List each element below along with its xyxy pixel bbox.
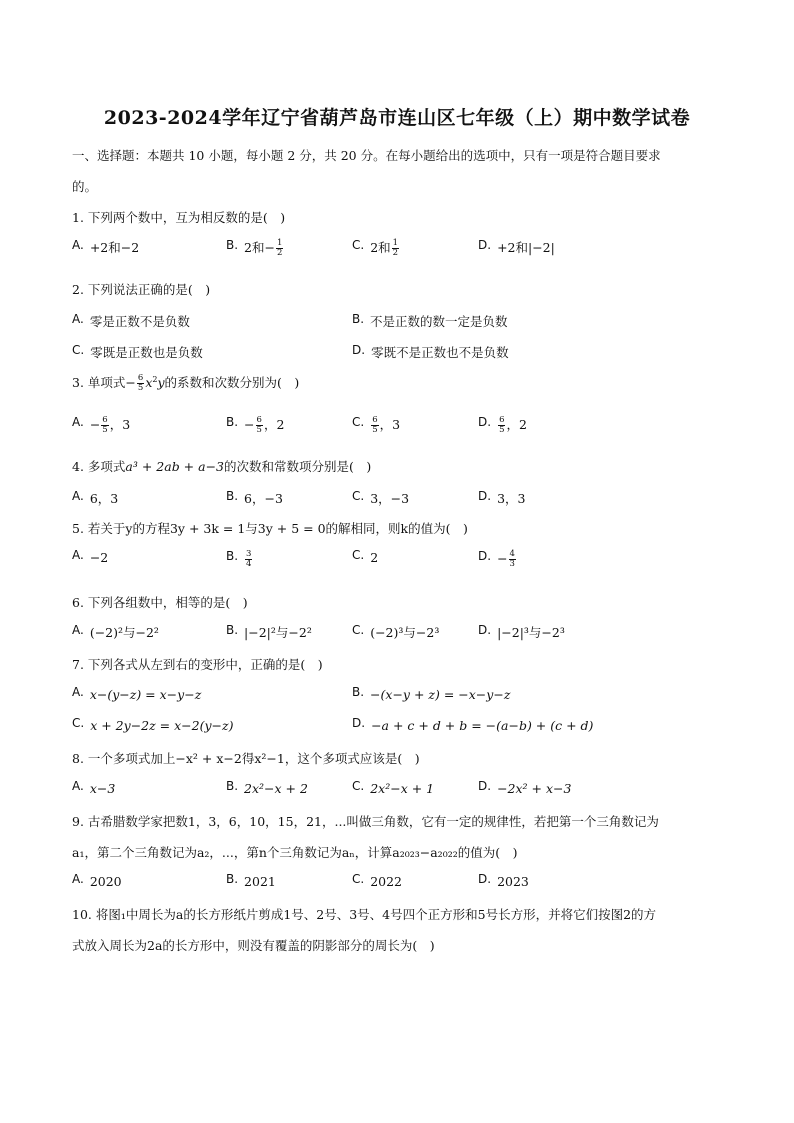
- fraction: $\frac{6}{5}$: [256, 415, 262, 435]
- option-text: +2和−2: [89, 240, 140, 255]
- q1-options: [72, 238, 732, 258]
- q9-option-b[interactable]: [226, 874, 276, 889]
- option-label: B.: [226, 623, 239, 637]
- q5-options: [72, 550, 732, 570]
- option-text: 2: [370, 550, 379, 565]
- option-text: x−(y−z) = x−y−z: [89, 687, 202, 702]
- option-text: 3，3: [497, 491, 526, 506]
- option-label: A.: [72, 779, 84, 793]
- option-text: 2x²−x + 1: [370, 781, 435, 796]
- option-text: 2x²−x + 2: [244, 781, 308, 796]
- q6-option-a[interactable]: [72, 623, 159, 641]
- option-label: D.: [352, 343, 366, 357]
- option-label: A.: [72, 415, 84, 429]
- q8-option-d[interactable]: [478, 781, 571, 796]
- option-label: D.: [478, 489, 492, 503]
- q5-option-d[interactable]: D. − $\frac{4}{3}$: [478, 549, 515, 569]
- option-label: D.: [478, 872, 492, 886]
- q9-stem-line2: a₁，第二个三角数记为a₂，...，第n个三角数记为aₙ，计算a₂₀₂₃−a₂₀₂₂的值为( ): [72, 845, 518, 860]
- fraction: $\frac{4}{3}$: [509, 549, 515, 569]
- section-instruction-line1: 一、选择题：本题共 10 小题，每小题 2 分，共 20 分。在每小题给出的选项中，只有一项是符合题目要求: [72, 148, 661, 163]
- q6-option-d[interactable]: [478, 623, 565, 641]
- q5-option-a[interactable]: [72, 550, 108, 565]
- option-label: C.: [352, 489, 365, 503]
- option-text: 零既不是正数也不是负数: [371, 345, 509, 360]
- option-text: 2021: [244, 874, 276, 889]
- q3-option-a[interactable]: A. − $\frac{6}{5}$ ，3: [72, 415, 131, 435]
- option-label: B.: [352, 685, 365, 699]
- option-text: x−3: [89, 781, 116, 796]
- q7-stem: 7. 下列各式从左到右的变形中，正确的是( ): [72, 657, 323, 672]
- q3-option-c[interactable]: C. $\frac{6}{5}$ ，3: [352, 415, 401, 435]
- fraction: $\frac{6}{5}$: [372, 415, 378, 435]
- q8-stem: 8. 一个多项式加上−x² + x−2得x²−1，这个多项式应该是( ): [72, 751, 420, 766]
- q8-option-a[interactable]: [72, 781, 115, 796]
- q6-option-c[interactable]: [352, 623, 439, 641]
- q9-stem-line1: 9. 古希腊数学家把数1，3，6，10，15，21，...叫做三角数，它有一定的规律性，若把第一个三角数记为: [72, 814, 659, 829]
- q2-option-b[interactable]: [352, 312, 508, 330]
- option-label: C.: [72, 716, 85, 730]
- q9-option-d[interactable]: [478, 874, 529, 889]
- q2-options-row2: [72, 343, 732, 363]
- q9-options: [72, 874, 732, 894]
- q8-options: [72, 781, 732, 801]
- option-label: B.: [352, 312, 365, 326]
- option-label: B.: [226, 238, 239, 252]
- q1-option-c[interactable]: [352, 238, 400, 258]
- q9-option-a[interactable]: [72, 874, 122, 889]
- option-text: 6，−3: [244, 491, 283, 506]
- option-label: A.: [72, 685, 84, 699]
- q8-option-c[interactable]: [352, 781, 434, 796]
- q10-stem-line1: 10. 将图₁中周长为a的长方形纸片剪成1号、2号、3号、4号四个正方形和5号长方形，并将它们按图2的方: [72, 907, 657, 922]
- q6-stem: 6. 下列各组数中，相等的是( ): [72, 595, 248, 610]
- option-label: B.: [226, 489, 239, 503]
- fraction: $\frac{6}{5}$: [499, 415, 505, 435]
- q3-stem: 3. 单项式− $\frac{6}{5}$ $x^2y$的系数和次数分别为( ): [72, 373, 300, 393]
- option-text: 6，3: [89, 491, 119, 506]
- option-text: +2和|−2|: [497, 240, 555, 255]
- option-label: C.: [352, 415, 365, 429]
- q2-options-row1: [72, 312, 732, 332]
- q7-options-row2: [72, 718, 732, 738]
- option-text: |−2|²与−2²: [244, 625, 312, 640]
- option-text: 2022: [370, 874, 403, 889]
- q7-option-c[interactable]: [72, 718, 233, 733]
- q3-option-b[interactable]: B. − $\frac{6}{5}$ ，2: [226, 415, 285, 435]
- option-label: A.: [72, 548, 84, 562]
- q4-option-c[interactable]: [352, 489, 409, 507]
- option-label: C.: [352, 623, 365, 637]
- fraction: $\frac{6}{5}$: [137, 373, 144, 393]
- option-text: 2和−: [244, 240, 275, 255]
- option-label: C.: [352, 238, 365, 252]
- option-text: −(x−y + z) = −x−y−z: [370, 687, 511, 702]
- q7-option-d[interactable]: [352, 718, 593, 733]
- q4-options: [72, 489, 732, 509]
- option-label: D.: [352, 716, 366, 730]
- q4-stem: 4. 多项式a³ + 2ab + a−3的次数和常数项分别是( ): [72, 459, 372, 474]
- exam-title: 2023-2024学年辽宁省葫芦岛市连山区七年级（上）期中数学试卷: [103, 107, 691, 129]
- option-text: 3，−3: [370, 491, 410, 506]
- fraction: $\frac{1}{2}$: [276, 238, 283, 258]
- q10-stem-line2: 式放入周长为2a的长方形中，则没有覆盖的阴影部分的周长为( ): [72, 938, 435, 953]
- option-text: (−2)²与−2²: [89, 625, 159, 640]
- fraction: $\frac{1}{2}$: [392, 238, 399, 258]
- q5-option-c[interactable]: [352, 550, 378, 565]
- option-label: A.: [72, 623, 84, 637]
- option-text: 零既是正数也是负数: [90, 345, 203, 360]
- q2-stem: 2. 下列说法正确的是( ): [72, 282, 211, 297]
- option-label: D.: [478, 779, 492, 793]
- option-label: D.: [478, 415, 492, 429]
- fraction: $\frac{3}{4}$: [246, 549, 252, 569]
- option-text: 不是正数的数一定是负数: [370, 314, 508, 329]
- q2-option-d[interactable]: [352, 343, 509, 361]
- option-label: C.: [72, 343, 85, 357]
- option-text: 2020: [89, 874, 122, 889]
- q2-option-c[interactable]: [72, 343, 203, 361]
- option-label: D.: [478, 238, 492, 252]
- q3-option-d[interactable]: D. $\frac{6}{5}$ ，2: [478, 415, 527, 435]
- option-text: −a + c + d + b = −(a−b) + (c + d): [371, 718, 594, 733]
- q4-option-b[interactable]: [226, 489, 283, 507]
- option-label: B.: [226, 549, 239, 563]
- option-label: D.: [478, 549, 492, 563]
- option-text: 2和: [370, 240, 391, 255]
- option-text: −2x² + x−3: [497, 781, 572, 796]
- option-label: A.: [72, 489, 84, 503]
- q1-stem: 1. 下列两个数中，互为相反数的是( ): [72, 210, 286, 225]
- option-label: A.: [72, 238, 84, 252]
- option-text: (−2)³与−2³: [370, 625, 440, 640]
- option-text: 零是正数不是负数: [89, 314, 190, 329]
- option-text: |−2|³与−2³: [497, 625, 565, 640]
- q4-option-d[interactable]: [478, 489, 525, 507]
- option-label: C.: [352, 779, 365, 793]
- option-label: A.: [72, 312, 84, 326]
- option-label: A.: [72, 872, 84, 886]
- option-label: B.: [226, 779, 239, 793]
- option-label: B.: [226, 415, 239, 429]
- q3-options: [72, 415, 732, 435]
- option-label: C.: [352, 872, 365, 886]
- q1-option-b[interactable]: [226, 238, 284, 258]
- section-instruction-line2: 的。: [72, 179, 98, 194]
- q1-option-a[interactable]: [72, 238, 139, 256]
- q1-option-d[interactable]: [478, 238, 555, 256]
- q7-option-b[interactable]: [352, 687, 510, 702]
- option-text: 2023: [497, 874, 529, 889]
- option-label: B.: [226, 872, 239, 886]
- q9-option-c[interactable]: [352, 874, 402, 889]
- q7-options-row1: [72, 687, 732, 707]
- option-text: x + 2y−2z = x−2(y−z): [90, 718, 234, 733]
- fraction: $\frac{6}{5}$: [102, 415, 108, 435]
- option-label: D.: [478, 623, 492, 637]
- q4-option-a[interactable]: [72, 489, 118, 507]
- q6-option-b[interactable]: [226, 623, 312, 641]
- q2-option-a[interactable]: [72, 312, 190, 330]
- q7-option-a[interactable]: [72, 687, 201, 702]
- q6-options: [72, 623, 732, 643]
- option-text: −2: [89, 550, 109, 565]
- q5-stem: 5. 若关于y的方程3y + 3k = 1与3y + 5 = 0的解相同，则k的值为( ): [72, 521, 468, 536]
- option-label: C.: [352, 548, 365, 562]
- q5-option-b[interactable]: [226, 550, 253, 569]
- q8-option-b[interactable]: [226, 781, 308, 796]
